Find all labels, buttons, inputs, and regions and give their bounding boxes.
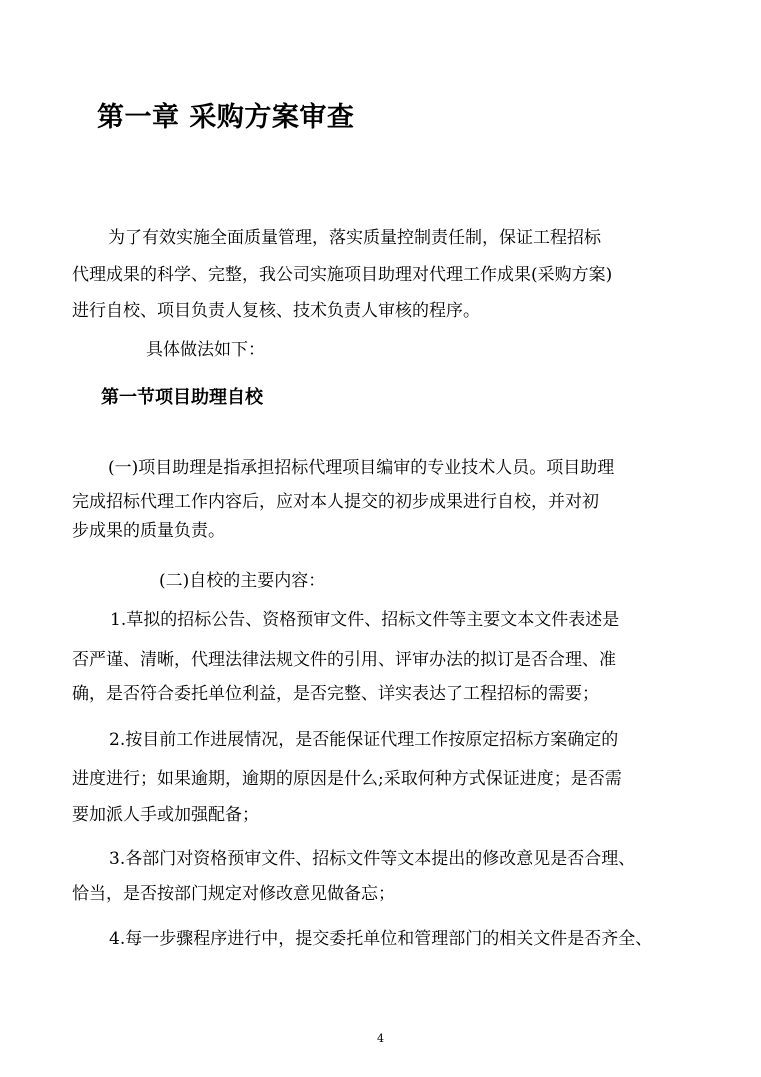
page-number: 4	[377, 1032, 384, 1045]
chapter-title: 第一章 采购方案审查	[97, 102, 355, 133]
item-two-heading: (二)自校的主要内容：	[159, 571, 326, 591]
point-two-line-3: 要加派人手或加强配备；	[72, 805, 259, 825]
point-one-line-3: 确，是否符合委托单位利益，是否完整、详实表达了工程招标的需要；	[72, 684, 599, 704]
intro-line-1: 为了有效实施全面质量管理，落实质量控制责任制，保证工程招标	[108, 228, 601, 248]
item-one-line-1: (一)项目助理是指承担招标代理项目编审的专业技术人员。项目助理	[108, 458, 615, 478]
intro-line-3: 进行自校、项目负责人复核、技术负责人审核的程序。	[72, 301, 480, 321]
point-one-line-1: 1.草拟的招标公告、资格预审文件、招标文件等主要文本文件表述是	[110, 610, 620, 630]
point-two-line-1: 2.按目前工作进展情况，是否能保证代理工作按原定招标方案确定的	[109, 730, 619, 750]
section-title: 第一节项目助理自校	[101, 387, 263, 408]
item-one-line-2: 完成招标代理工作内容后，应对本人提交的初步成果进行自校，并对初	[72, 492, 599, 512]
point-two-line-2: 进度进行；如果逾期，逾期的原因是什么;采取何种方式保证进度；是否需	[72, 769, 622, 789]
point-three-line-2: 恰当，是否按部门规定对修改意见做备忘；	[72, 884, 395, 904]
item-one-line-3: 步成果的质量负责。	[72, 521, 225, 541]
method-line: 具体做法如下：	[146, 340, 265, 360]
point-three-line-1: 3.各部门对资格预审文件、招标文件等文本提出的修改意见是否合理、	[109, 849, 636, 869]
point-one-line-2: 否严谨、清晰，代理法律法规文件的引用、评审办法的拟订是否合理、准	[72, 650, 616, 670]
intro-line-2: 代理成果的科学、完整，我公司实施项目助理对代理工作成果(采购方案)	[72, 265, 613, 285]
point-four-line-1: 4.每一步骤程序进行中，提交委托单位和管理部门的相关文件是否齐全、	[109, 929, 653, 949]
